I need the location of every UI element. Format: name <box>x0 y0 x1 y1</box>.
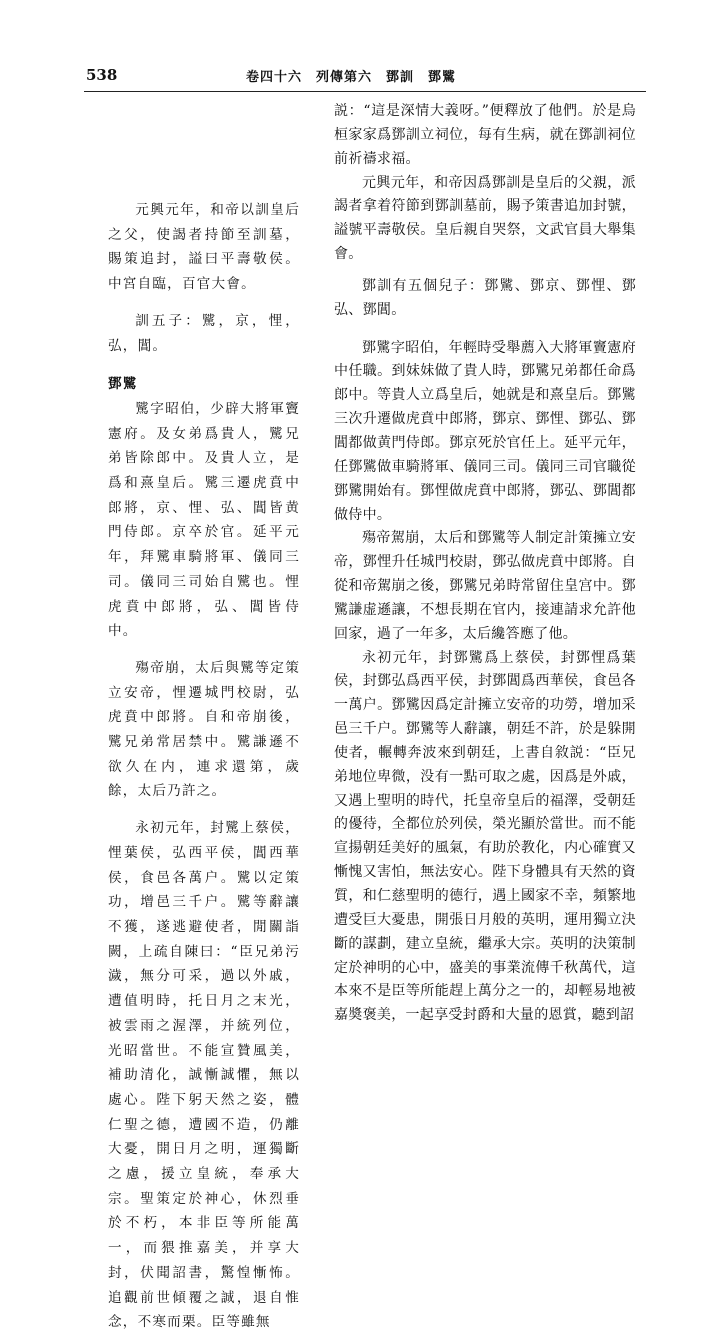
modern-paragraph: 元興元年，和帝因爲鄧訓是皇后的父親，派謁者拿着符節到鄧訓墓前，賜予策書追加封號，謚號平壽敬侯。皇后親自哭祭，文武官員大舉集會。 <box>334 174 636 263</box>
modern-paragraph: 説：“這是深情大義呀。”便釋放了他們。於是烏桓家家爲鄧訓立祠位，每有生病，就在鄧訓祠位前祈禱求福。 <box>334 103 636 167</box>
spacer <box>108 297 300 309</box>
classical-paragraph: 訓五子：騭，京，悝，弘，閶。 <box>108 312 300 354</box>
spacer <box>108 358 300 372</box>
modern-translation-column <box>334 100 636 1024</box>
modern-paragraph: 永初元年，封鄧騭爲上蔡侯，封鄧悝爲葉侯，封鄧弘爲西平侯，封鄧閶爲西華侯，食邑各一萬户。鄧騭因爲定計擁立安帝的功勞，增加采邑三千户。鄧騭等人辭讓，朝廷不許，於是躲開使者，輾轉奔波來到朝廷，上書自敘説：“臣兄弟地位卑微，没有一點可取之處，因爲是外戚，又遇上聖明的時代，托皇帝皇后的福澤，受朝廷的優待，全都位於列侯，榮光顯於當世。而不能宣揚朝廷美好的風氣，有助於教化，内心確實又慚愧又害怕，無法安心。陛下身體具有天然的資質，和仁慈聖明的德行，遇上國家不幸，頻繁地遭受巨大憂患，開張日月般的英明，運用獨立決斷的謀劃，建立皇統，繼承大宗。英明的決策制定於神明的心中，盛美的事業流傳千秋萬代，這本來不是臣等所能趕上萬分之一的，却輕易地被嘉奬褒美，一起享受封爵和大量的恩賞，聽到詔 <box>334 649 636 1024</box>
classical-paragraph: 永初元年，封騭上蔡侯，悝葉侯，弘西平侯，閶西華侯，食邑各萬户。騭以定策功，增邑三千户。騭等辭讓不獲，遂逃避使者，閒關詣闕，上疏自陳曰：“臣兄弟污濊，無分可采，過以外戚，遭值明時，托日月之末光，被雲雨之渥澤，并統列位，光昭當世。不能宣贊風美，補助清化，誠慚誠懼，無以處心。陛下躬天然之姿，體仁聖之德，遭國不造，仍離大憂，開日月之明，運獨斷之慮，援立皇統，奉承大宗。聖策定於神心，休烈垂於不朽，本非臣等所能萬一，而猥推嘉美，并享大封，伏聞詔書，驚惶慚怖。追觀前世傾覆之誠，退自惟念，不寒而栗。臣等雖無 <box>108 820 300 1331</box>
left-column-top-space <box>108 100 300 198</box>
spacer <box>334 323 636 337</box>
classical-paragraph: 殤帝崩，太后與騭等定策立安帝，悝遷城門校尉，弘虎賁中郎將。自和帝崩後，騭兄弟常居禁中。騭謙遜不欲久在内，連求還第，歲餘，太后乃許之。 <box>108 659 300 800</box>
classical-text-column <box>108 100 300 1331</box>
running-title: 卷四十六 列傳第六 鄧訓 鄧騭 <box>246 70 457 85</box>
spacer <box>108 804 300 816</box>
page-number: 538 <box>86 66 118 84</box>
spacer <box>108 644 300 656</box>
spacer <box>334 267 636 275</box>
section-heading: 鄧騭 <box>108 376 138 393</box>
page-header <box>0 0 716 90</box>
header-rule <box>84 91 646 92</box>
modern-paragraph: 鄧訓有五個兒子：鄧騭、鄧京、鄧悝、鄧弘、鄧閶。 <box>334 277 636 318</box>
classical-paragraph: 元興元年，和帝以訓皇后之父，使謁者持節至訓墓，賜策追封，謚曰平壽敬侯。中宮自臨，百官大會。 <box>108 202 300 293</box>
modern-paragraph: 殤帝駕崩，太后和鄧騭等人制定計策擁立安帝，鄧悝升任城門校尉，鄧弘做虎賁中郎將。自從和帝駕崩之後，鄧騭兄弟時常留住皇宫中。鄧騭謙虚遜讓，不想長期在官内，接連請求允許他回家，過了一年多，太后纔答應了他。 <box>334 530 636 642</box>
classical-paragraph: 騭字昭伯，少辟大將軍竇憲府。及女弟爲貴人，騭兄弟皆除郎中。及貴人立，是爲和熹皇后。騭三遷虎賁中郎將，京、悝、弘、閶皆黄門侍郎。京卒於官。延平元年，拜騭車騎將軍、儀同三司。儀同三司始自騭也。悝虎賁中郎將，弘、閶皆侍中。 <box>108 400 300 640</box>
modern-paragraph: 鄧騭字昭伯，年輕時受舉薦入大將軍竇憲府中任職。到妹妹做了貴人時，鄧騭兄弟都任命爲郎中。等貴人立爲皇后，她就是和熹皇后。鄧騭三次升遷做虎賁中郎將，鄧京、鄧悝、鄧弘、鄧閶都做黄門侍郎。鄧京死於官任上。延平元年，任鄧騭做車騎將軍、儀同三司。儀同三司官職從鄧騭開始有。鄧悝做虎賁中郎將，鄧弘、鄧閶都做侍中。 <box>334 339 636 523</box>
